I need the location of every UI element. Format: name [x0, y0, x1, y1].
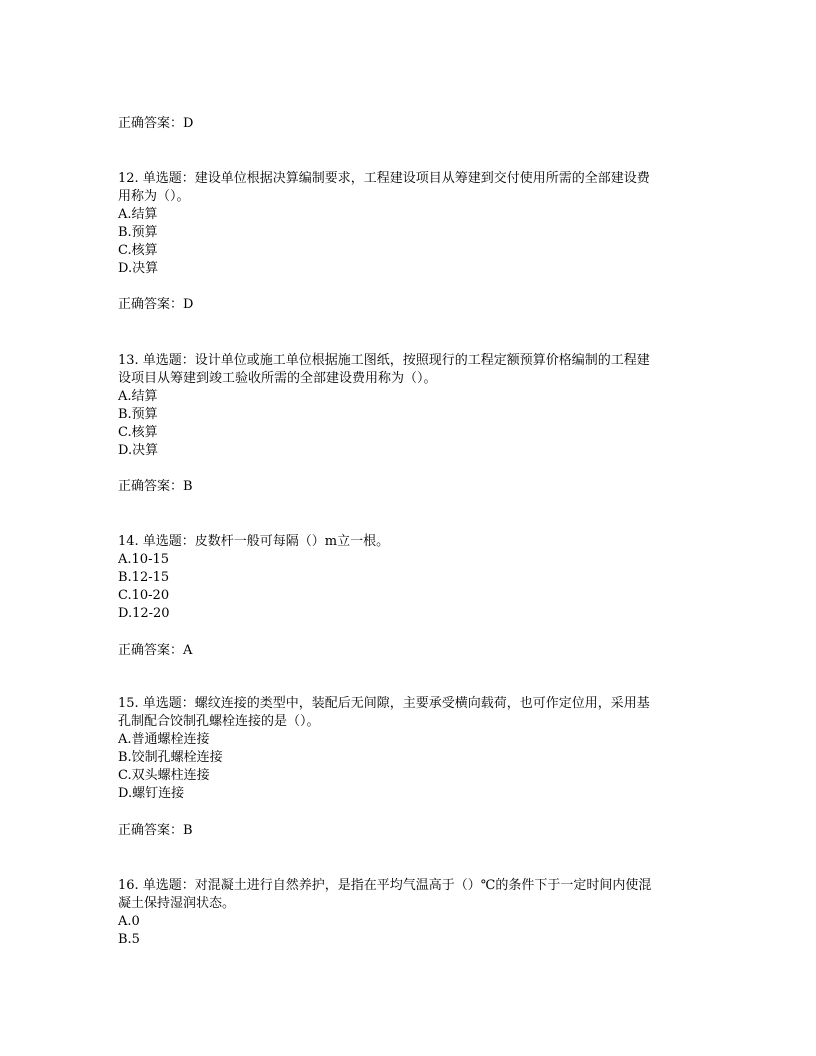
- question-14-text-line-1: 14. 单选题：皮数杆一般可每隔（）m立一根。: [118, 534, 390, 549]
- question-16: [118, 877, 708, 949]
- question-15-option-b: B.饺制孔螺栓连接: [118, 750, 223, 765]
- question-13-text-line-2: 设项目从筹建到竣工验收所需的全部建设费用称为（）。: [118, 371, 437, 386]
- question-12-option-a: A.结算: [118, 207, 158, 222]
- question-13: [118, 352, 708, 460]
- question-14-option-c: C.10-20: [118, 588, 170, 603]
- question-15-option-c: C.双头螺柱连接: [118, 768, 210, 783]
- question-13-option-a: A.结算: [118, 389, 158, 404]
- question-12-option-d: D.决算: [118, 261, 159, 276]
- question-16-text-line-1: 16. 单选题：对混凝土进行自然养护，是指在平均气温高于（）℃的条件下于一定时间内使混: [118, 878, 652, 893]
- answer-12: 正确答案：D: [118, 297, 194, 312]
- question-12: [118, 170, 708, 278]
- question-14-option-b: B.12-15: [118, 570, 170, 585]
- question-14-option-a: A.10-15: [118, 552, 169, 567]
- question-15: [118, 695, 708, 803]
- question-15-option-d: D.螺钉连接: [118, 786, 185, 801]
- question-16-text-line-2: 凝土保持湿润状态。: [118, 896, 236, 911]
- question-12-option-c: C.核算: [118, 243, 158, 258]
- question-16-option-a: A.0: [118, 914, 140, 929]
- answer-13: 正确答案：B: [118, 479, 193, 494]
- question-13-option-d: D.决算: [118, 443, 159, 458]
- question-12-text-line-2: 用称为（）。: [118, 189, 190, 204]
- answer-15: 正确答案：B: [118, 823, 193, 838]
- question-14: [118, 533, 708, 623]
- question-13-option-b: B.预算: [118, 407, 158, 422]
- question-15-text-line-2: 孔制配合饺制孔螺栓连接的是（）。: [118, 714, 320, 729]
- answer-11: 正确答案：D: [118, 116, 194, 131]
- question-13-text-line-1: 13. 单选题：设计单位或施工单位根据施工图纸，按照现行的工程定额预算价格编制的工程建: [118, 353, 650, 368]
- question-13-option-c: C.核算: [118, 425, 158, 440]
- question-16-option-b: B.5: [118, 932, 140, 947]
- answer-14: 正确答案：A: [118, 643, 193, 658]
- question-12-option-b: B.预算: [118, 225, 158, 240]
- question-15-option-a: A.普通螺栓连接: [118, 732, 210, 747]
- question-15-text-line-1: 15. 单选题：螺纹连接的类型中，装配后无间隙，主要承受横向载荷，也可作定位用，采用基: [118, 696, 650, 711]
- question-14-option-d: D.12-20: [118, 606, 170, 621]
- question-12-text-line-1: 12. 单选题：建设单位根据决算编制要求，工程建设项目从筹建到交付使用所需的全部建设费: [118, 171, 650, 186]
